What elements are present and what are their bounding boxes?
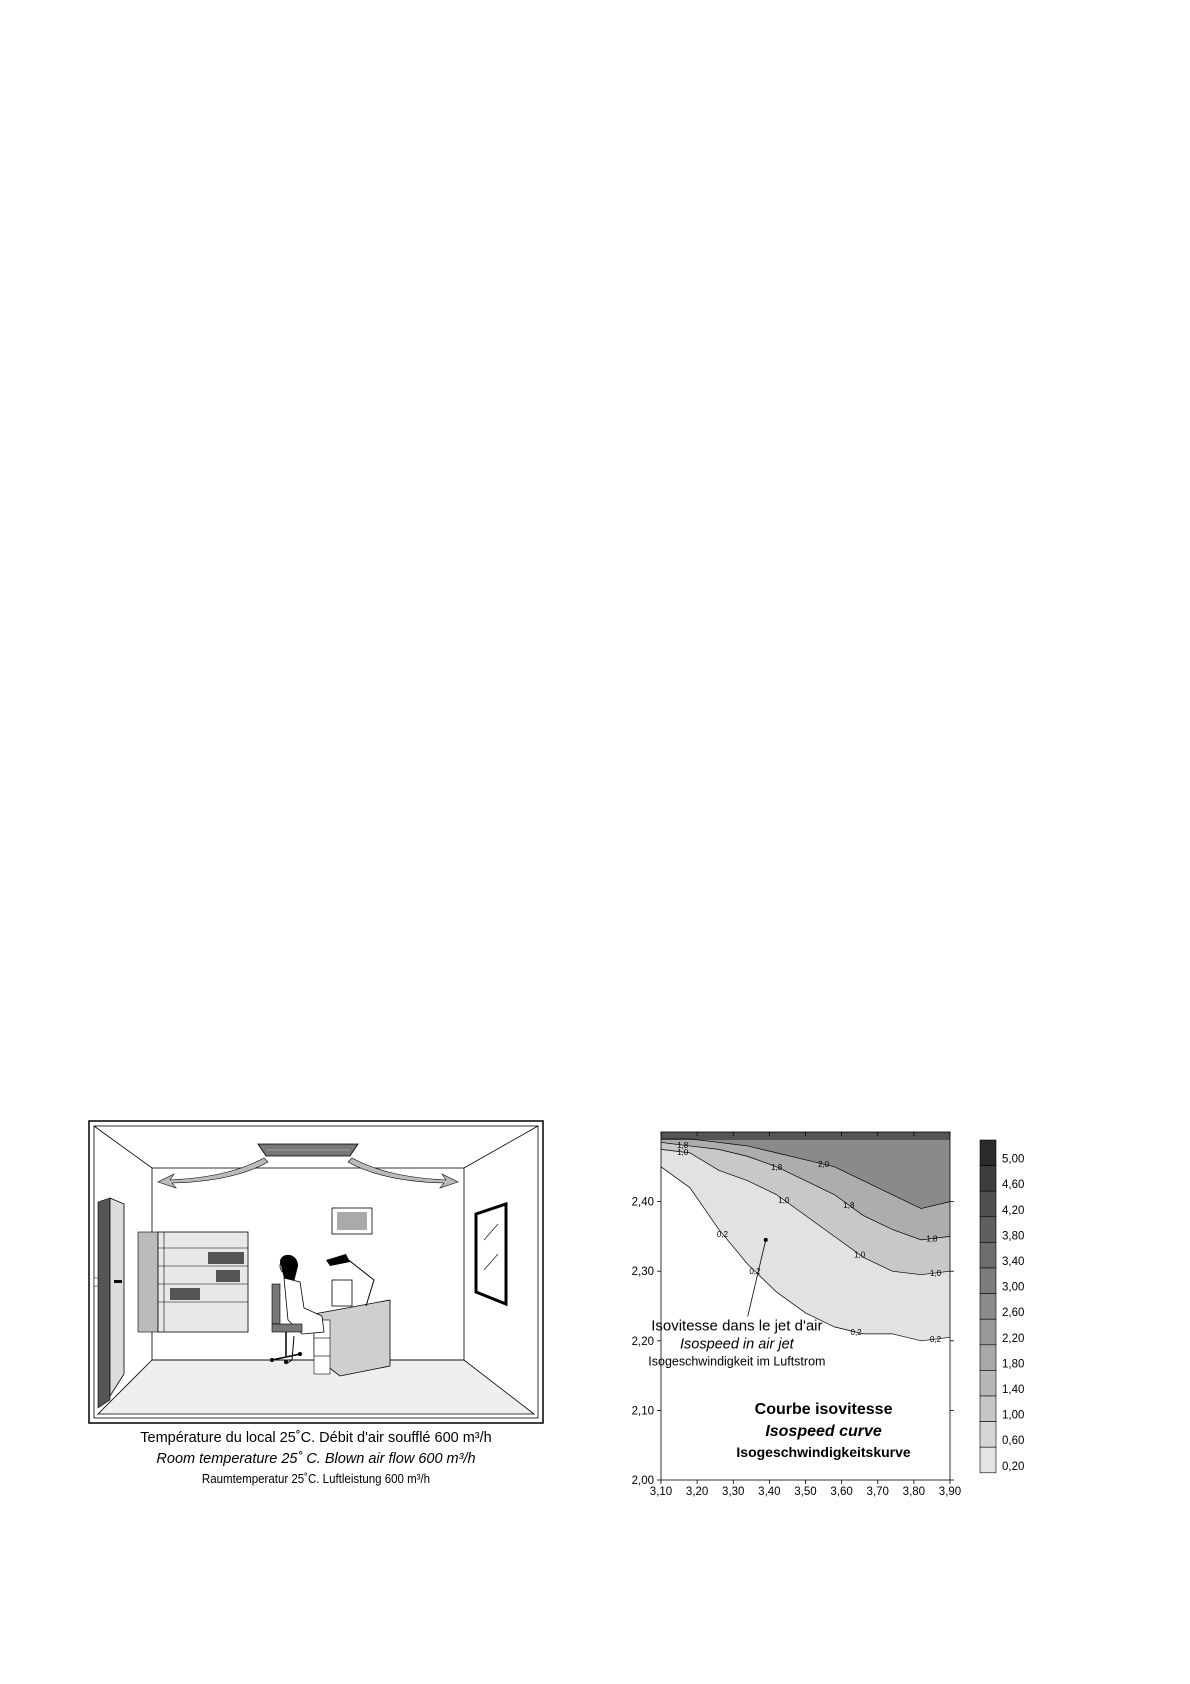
legend-swatch (980, 1242, 996, 1268)
contour-label: 0,2 (929, 1335, 942, 1345)
legend-label: 1,80 (1002, 1358, 1025, 1371)
legend-swatch (980, 1345, 996, 1371)
chart-title-fr: Courbe isovitesse (754, 1400, 893, 1418)
y-tick-label: 2,00 (631, 1475, 654, 1487)
legend-swatch (980, 1217, 996, 1243)
legend-swatch (980, 1447, 996, 1473)
legend-label: 2,20 (1002, 1332, 1025, 1345)
legend-label: 3,40 (1002, 1256, 1025, 1268)
annotation-en: Isospeed in air jet (680, 1336, 794, 1353)
x-tick-label: 3,50 (794, 1486, 817, 1498)
bookshelf-side (138, 1232, 158, 1332)
y-tick-label: 2,30 (631, 1266, 654, 1279)
legend-label: 2,60 (1002, 1307, 1025, 1320)
legend-label: 1,00 (1002, 1409, 1025, 1422)
annotation-point (764, 1238, 768, 1242)
contour-label: 1,8 (926, 1234, 938, 1244)
chart-title-en: Isospeed curve (765, 1422, 882, 1440)
legend-swatch (980, 1319, 996, 1345)
door-leaf (110, 1198, 124, 1396)
y-tick-label: 2,40 (631, 1196, 654, 1209)
contour-label: 1,0 (929, 1268, 942, 1278)
chart-title-de: Isogeschwindigkeitskurve (736, 1443, 911, 1460)
contour-label: 1,8 (843, 1201, 855, 1211)
contour-label: 1,0 (677, 1148, 689, 1158)
legend-swatch (980, 1294, 996, 1320)
contour-label: 1,8 (677, 1141, 689, 1151)
illustration-caption-fr: Température du local 25˚C. Débit d'air soufflé 600 m³/h (140, 1430, 492, 1446)
legend-swatch (980, 1396, 996, 1422)
x-tick-label: 3,70 (866, 1486, 889, 1498)
window (476, 1204, 506, 1304)
legend-label: 0,20 (1002, 1460, 1025, 1473)
legend-label: 3,00 (1002, 1281, 1025, 1294)
x-tick-label: 3,80 (902, 1486, 926, 1498)
contour-label: 1,0 (854, 1250, 866, 1260)
contour-label: 0,2 (749, 1267, 761, 1277)
legend-swatch (980, 1166, 996, 1192)
legend-label: 4,20 (1002, 1204, 1025, 1217)
legend-swatch (980, 1422, 996, 1448)
x-tick-label: 3,10 (649, 1486, 673, 1498)
contour-label: 1,8 (771, 1162, 783, 1172)
door-frame (98, 1198, 110, 1408)
illustration-caption-en: Room temperature 25˚ C. Blown air flow 600 m³/h (156, 1451, 476, 1467)
annotation-de: Isogeschwindigkeit im Luftstrom (648, 1354, 826, 1369)
isospeed-contour-chart (600, 1110, 1080, 1500)
y-tick-label: 2,20 (631, 1335, 654, 1348)
monitor (332, 1280, 352, 1306)
x-tick-label: 3,40 (758, 1486, 781, 1498)
room-illustration (88, 1120, 544, 1424)
color-legend (980, 1140, 1024, 1473)
legend-swatch (980, 1268, 996, 1294)
legend-swatch (980, 1370, 996, 1396)
office-chair (272, 1284, 280, 1324)
x-tick-label: 3,20 (685, 1486, 709, 1498)
contour-label: 2,0 (818, 1160, 830, 1170)
legend-label: 1,40 (1002, 1384, 1025, 1396)
y-tick-label: 2,10 (631, 1405, 654, 1418)
annotation-fr: Isovitesse dans le jet d'air (651, 1317, 823, 1335)
legend-label: 3,80 (1002, 1230, 1025, 1243)
legend-label: 5,00 (1002, 1153, 1025, 1166)
legend-swatch (980, 1191, 996, 1217)
x-tick-label: 3,90 (938, 1486, 962, 1498)
x-tick-label: 3,30 (722, 1486, 745, 1498)
legend-swatch (980, 1140, 996, 1166)
legend-label: 4,60 (1002, 1179, 1025, 1192)
legend-label: 0,60 (1002, 1435, 1025, 1448)
contour-label: 1,0 (778, 1195, 790, 1205)
contour-label: 0,2 (850, 1328, 862, 1338)
illustration-caption-de: Raumtemperatur 25˚C. Luftleistung 600 m³/h (201, 1472, 431, 1486)
x-tick-label: 3,60 (830, 1486, 853, 1498)
contour-label: 0,2 (716, 1229, 728, 1239)
